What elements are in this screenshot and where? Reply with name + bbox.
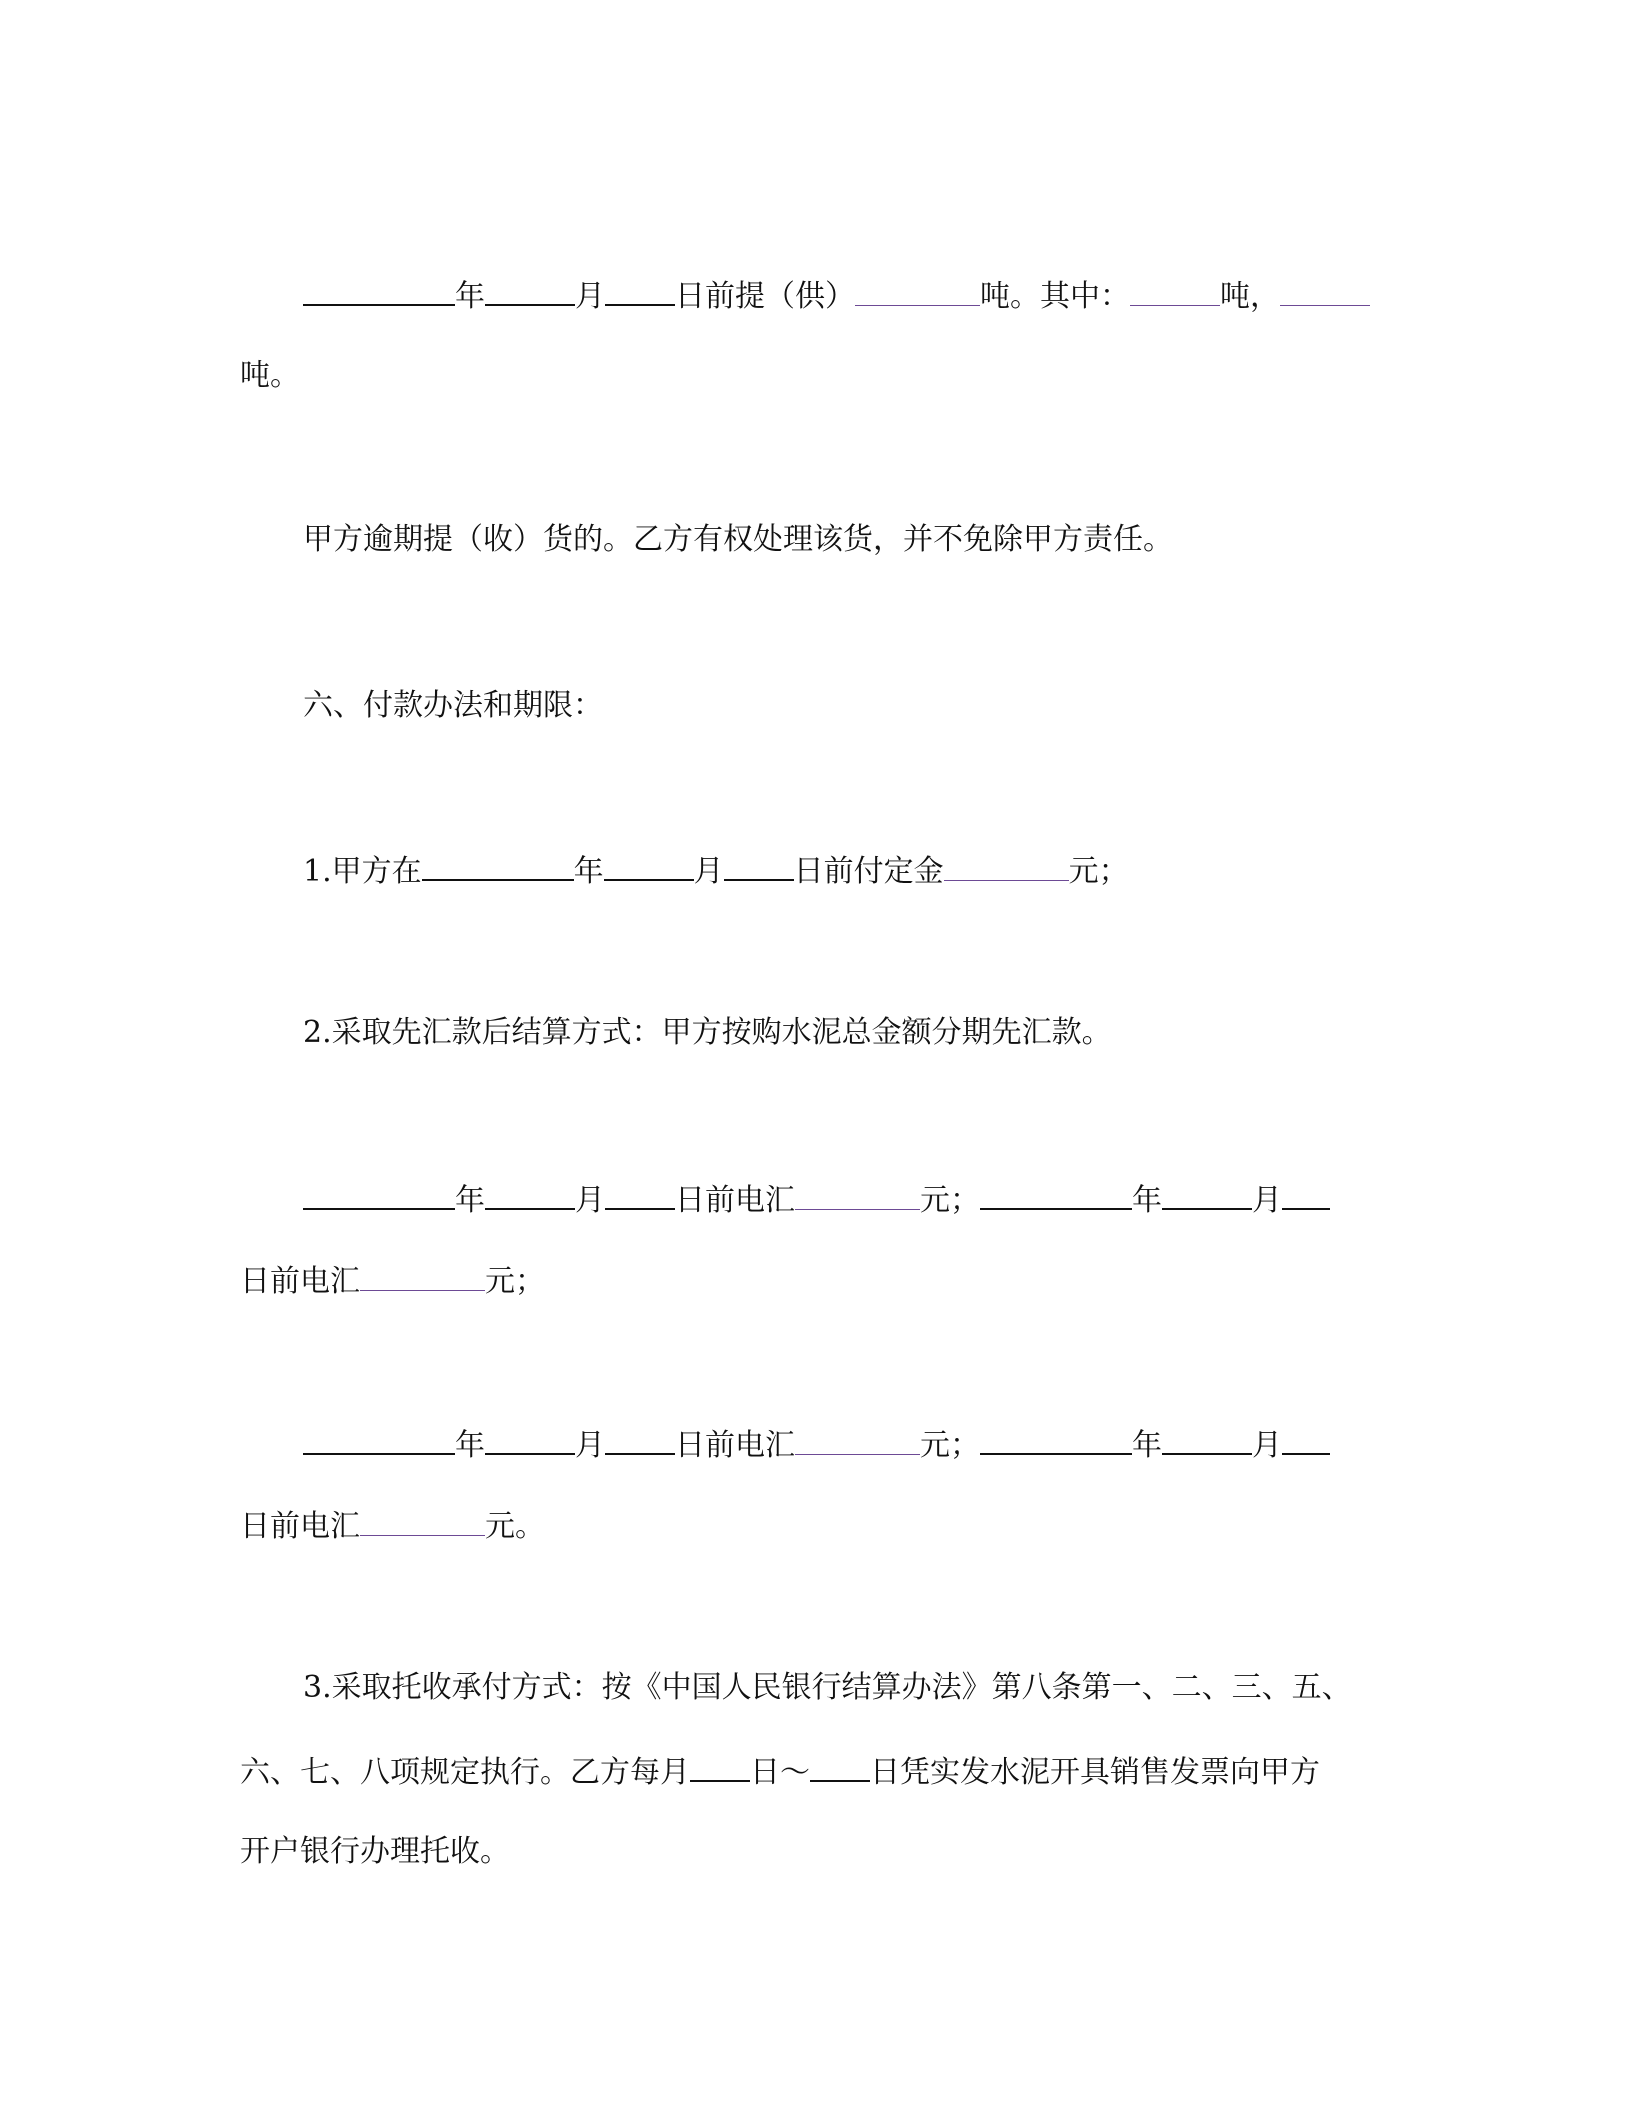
label-wire: 日前电汇 [240, 1264, 360, 1299]
text-invoice: 日凭实发水泥开具销售发票向甲方 [870, 1755, 1320, 1790]
blank-day[interactable] [605, 1423, 675, 1455]
blank-day-until[interactable] [810, 1750, 870, 1782]
text-line [303, 1013, 1443, 1053]
label-yuan: 元； [1068, 854, 1129, 889]
blank-tons[interactable] [855, 275, 980, 306]
blank-month[interactable] [485, 1178, 575, 1210]
text-line [240, 1832, 1380, 1872]
label-year: 年 [455, 1183, 485, 1218]
blank-deposit-amount[interactable] [944, 850, 1069, 881]
blank-day[interactable] [605, 1178, 675, 1210]
blank-day[interactable] [724, 849, 794, 881]
text-prepayment-method: 2.采取先汇款后结算方式：甲方按购水泥总金额分期先汇款。 [303, 1015, 1112, 1050]
label-month-2: 月 [1252, 1183, 1282, 1218]
text-line [303, 1668, 1443, 1708]
label-day-supply: 日前提（供） [675, 279, 855, 314]
blank-day-2[interactable] [1282, 1178, 1330, 1210]
blank-day[interactable] [605, 274, 675, 306]
text-tons-end: 吨。 [240, 358, 300, 393]
label-month: 月 [575, 1428, 605, 1463]
label-yuan: 元； [920, 1428, 980, 1463]
label-month: 月 [575, 1183, 605, 1218]
heading-payment-terms: 六、付款办法和期限： [303, 688, 603, 723]
blank-tons-b[interactable] [1280, 275, 1370, 306]
blank-amount[interactable] [795, 1424, 920, 1455]
blank-month[interactable] [485, 1423, 575, 1455]
label-wire: 日前电汇 [240, 1509, 360, 1544]
text-collection-method: 3.采取托收承付方式：按《中国人民银行结算办法》第八条第一、二、三、五、 [303, 1670, 1352, 1705]
blank-day-from[interactable] [690, 1750, 750, 1782]
label-month-2: 月 [1252, 1428, 1282, 1463]
blank-amount[interactable] [795, 1179, 920, 1210]
label-year: 年 [573, 854, 604, 889]
label-month: 月 [575, 279, 605, 314]
label-year-2: 年 [1132, 1428, 1162, 1463]
blank-year[interactable] [303, 274, 455, 306]
blank-month[interactable] [604, 849, 694, 881]
label-party-a: 1.甲方在 [303, 854, 422, 889]
label-yuan: 元； [485, 1264, 545, 1299]
label-wire: 日前电汇 [675, 1183, 795, 1218]
blank-year[interactable] [303, 1178, 455, 1210]
label-month: 月 [693, 854, 724, 889]
text-overdue-clause: 甲方逾期提（收）货的。乙方有权处理该货，并不免除甲方责任。 [303, 522, 1173, 557]
blank-day-2[interactable] [1282, 1423, 1330, 1455]
blank-tons-a[interactable] [1130, 275, 1220, 306]
blank-year-2[interactable] [980, 1423, 1132, 1455]
label-tons-comma: 吨， [1220, 279, 1280, 314]
text-bank-collection: 开户银行办理托收。 [240, 1834, 510, 1869]
label-year: 年 [455, 279, 485, 314]
wire-transfer-cont [240, 1260, 1380, 1302]
label-wire: 日前电汇 [675, 1428, 795, 1463]
blank-year[interactable] [422, 849, 574, 881]
label-yuan: 元； [920, 1183, 980, 1218]
label-day-to: 日～ [750, 1755, 810, 1790]
blank-month-2[interactable] [1162, 1178, 1252, 1210]
label-deposit: 日前付定金 [793, 854, 944, 889]
blank-month-2[interactable] [1162, 1423, 1252, 1455]
text-line [303, 520, 1443, 560]
delivery-date-line [303, 274, 1443, 317]
wire-transfer-line [303, 1178, 1443, 1221]
text-monthly: 六、七、八项规定执行。乙方每月 [240, 1755, 690, 1790]
collection-days-line [240, 1750, 1380, 1793]
text-line [240, 356, 1380, 396]
blank-amount[interactable] [360, 1505, 485, 1536]
blank-month[interactable] [485, 274, 575, 306]
blank-year[interactable] [303, 1423, 455, 1455]
section-heading [303, 686, 1443, 726]
label-year: 年 [455, 1428, 485, 1463]
blank-amount[interactable] [360, 1260, 485, 1291]
label-yuan-end: 元。 [485, 1509, 545, 1544]
label-tons-of-which: 吨。其中： [980, 279, 1130, 314]
wire-transfer-line [303, 1423, 1443, 1466]
label-year-2: 年 [1132, 1183, 1162, 1218]
wire-transfer-cont [240, 1505, 1380, 1547]
deposit-line [303, 849, 1443, 892]
blank-year-2[interactable] [980, 1178, 1132, 1210]
